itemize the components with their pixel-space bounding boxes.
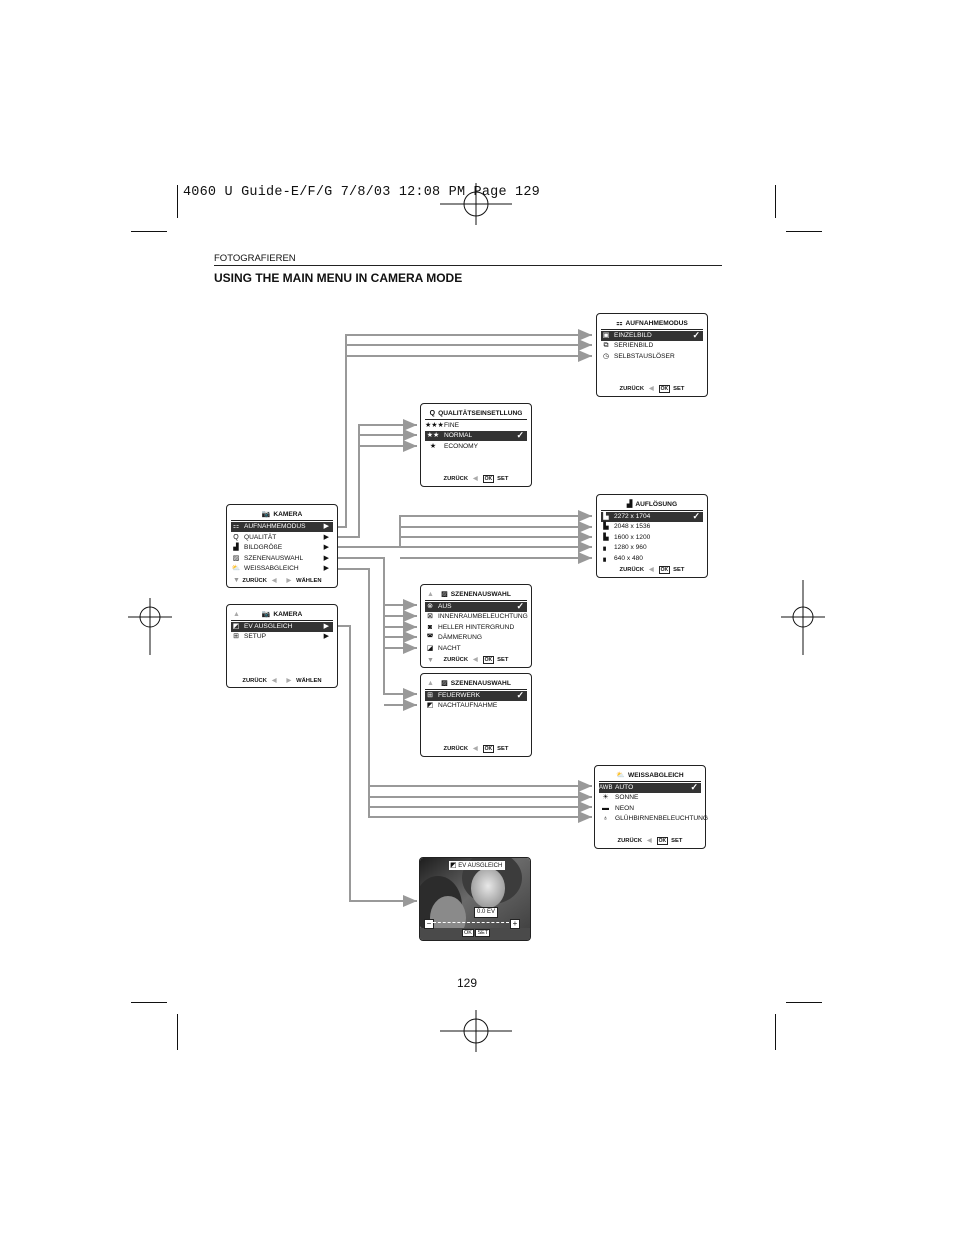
ev-icon: ◩ <box>450 862 457 869</box>
menu-item-ev-ausgleich[interactable]: ◩ EV AUSGLEICH ▶ <box>231 622 333 632</box>
scroll-up-icon: ▲ <box>427 591 434 598</box>
arrow-right-icon: ▶ <box>323 633 329 640</box>
panel-title: WEISSABGLEICH <box>628 772 684 779</box>
scroll-up-icon: ▲ <box>233 611 240 618</box>
night-portrait-icon: ◩ <box>426 702 434 709</box>
arrow-right-icon: ▶ <box>323 523 329 530</box>
fluorescent-icon: ▬ <box>602 805 609 812</box>
option-innenraum[interactable]: ⊠ INNENRAUMBELEUCHTUNG <box>425 612 527 622</box>
option-fine[interactable]: ★★★FINE <box>425 422 460 429</box>
qualitaet-panel <box>420 403 532 487</box>
page-number: 129 <box>457 976 478 990</box>
arrow-right-icon: ▶ <box>323 555 329 562</box>
setup-icon: ⊞ <box>233 633 239 640</box>
option-gluehbirne[interactable]: ♁ GLÜHBIRNENBELEUCHTUNG <box>599 814 701 824</box>
resolution-icon: ▙ <box>603 523 609 530</box>
scroll-down-icon: ▼ <box>427 657 434 664</box>
three-stars-icon: ★★★ <box>425 422 444 429</box>
panel-title: QUALITÄTSEINSETLLUNG <box>438 410 523 417</box>
capture-mode-icon: ⚏ <box>616 320 623 327</box>
resolution-icon: ▙ <box>603 534 609 541</box>
check-icon: ✓ <box>516 430 524 440</box>
fireworks-icon: ⊞ <box>427 692 433 699</box>
check-icon: ✓ <box>692 511 700 521</box>
twilight-icon: ◚ <box>426 634 434 641</box>
aufnahmemodus-panel <box>596 313 708 397</box>
option-auto[interactable]: AWB AUTO ✓ <box>599 783 701 793</box>
ev-icon: ◩ <box>232 623 240 630</box>
option-nachtaufnahme[interactable]: ◩ NACHTAUFNAHME <box>426 702 498 709</box>
resolution-icon: ▖ <box>603 555 609 562</box>
single-shot-icon: ▣ <box>602 332 610 339</box>
arrow-right-icon: ▶ <box>323 623 329 630</box>
page-title: USING THE MAIN MENU IN CAMERA MODE <box>214 271 463 285</box>
camera-icon: 📷 <box>261 511 271 518</box>
arrow-left-icon: ◀ <box>647 838 652 844</box>
panel-title: AUFNAHMEMODUS <box>625 320 688 327</box>
option-640x480[interactable]: ▖ 640 x 480 <box>601 554 703 564</box>
weissabgleich-panel <box>594 765 709 849</box>
quality-icon: Q <box>233 534 239 541</box>
burst-icon: ⧉ <box>603 342 609 349</box>
kamera-menu-panel-2 <box>226 604 338 688</box>
white-balance-icon: ⛅ <box>616 772 626 779</box>
panel-footer: ZURÜCK ◀ ▶ WÄHLEN <box>242 678 322 684</box>
panel-footer: ZURÜCK ◀ OK SET <box>619 386 685 392</box>
szenenauswahl-panel-2 <box>420 673 532 757</box>
panel-title: SZENENAUSWAHL <box>450 591 511 598</box>
panel-footer: ZURÜCK ◀ OK SET <box>443 657 509 663</box>
panel-footer: ZURÜCK ◀ OK SET <box>443 746 509 752</box>
arrow-right-icon: ▶ <box>323 534 329 541</box>
arrow-left-icon: ◀ <box>473 746 478 752</box>
option-feuerwerk[interactable]: ⊞ FEUERWERK ✓ <box>425 691 527 701</box>
section-label: FOTOGRAFIEREN <box>214 253 296 264</box>
option-serienbild[interactable]: ⧉ SERIENBILD <box>601 341 703 351</box>
option-aus[interactable]: ⊗ AUS ✓ <box>425 602 527 612</box>
scene-icon: ▨ <box>441 591 448 598</box>
kamera-menu-panel <box>226 504 338 588</box>
arrow-left-icon: ◀ <box>271 578 277 584</box>
aufloesung-panel <box>596 494 708 578</box>
option-nacht[interactable]: ◪ NACHT <box>426 645 461 652</box>
panel-footer: ZURÜCK ◀ OK SET <box>617 838 683 844</box>
print-header: 4060 U Guide-E/F/G 7/8/03 12:08 PM Page 129 <box>183 185 540 200</box>
panel-footer: ZURÜCK ◀ ▶ WÄHLEN <box>242 578 322 584</box>
option-selbstausloeser[interactable]: ◷ SELBSTAUSLÖSER <box>602 353 675 360</box>
menu-item-aufnahmemodus[interactable]: ⚏ AUFNAHMEMODUS ▶ <box>231 522 333 532</box>
szenenauswahl-panel <box>420 584 532 668</box>
two-stars-icon: ★★ <box>426 432 440 439</box>
arrow-right-icon: ▶ <box>323 544 329 551</box>
scroll-up-icon: ▲ <box>427 680 434 687</box>
panel-title: SZENENAUSWAHL <box>450 680 511 687</box>
arrow-right-icon: ▶ <box>323 565 329 572</box>
check-icon: ✓ <box>692 330 700 340</box>
arrow-left-icon: ◀ <box>473 657 478 663</box>
panel-title: KAMERA <box>273 611 303 618</box>
resolution-icon: ▙ <box>603 513 609 520</box>
camera-icon: 📷 <box>261 611 271 618</box>
option-heller-hintergrund[interactable]: ◙ HELLER HINTERGRUND <box>425 623 527 633</box>
bulb-icon: ♁ <box>602 815 609 822</box>
menu-item-qualitaet[interactable]: Q QUALITÄT ▶ <box>231 533 333 543</box>
ev-preview-screen <box>419 857 531 941</box>
awb-label: AWB <box>599 785 613 791</box>
arrow-left-icon: ◀ <box>649 567 654 573</box>
off-icon: ⊗ <box>427 603 433 610</box>
menu-item-weissabgleich[interactable]: ⛅ WEISSABGLEICH ▶ <box>231 565 329 572</box>
panel-title: KAMERA <box>273 511 303 518</box>
panel-title: AUFLÖSUNG <box>635 501 678 508</box>
option-economy[interactable]: ★ ECONOMY <box>425 442 527 452</box>
panel-footer: ZURÜCK ◀ OK SET <box>443 476 509 482</box>
arrow-right-icon: ▶ <box>286 578 292 584</box>
option-1280x960[interactable]: ▖ 1280 x 960 <box>601 543 703 553</box>
backlight-icon: ◙ <box>427 624 433 631</box>
capture-mode-icon: ⚏ <box>232 523 240 530</box>
menu-item-szenenauswahl[interactable]: ▨ SZENENAUSWAHL ▶ <box>232 555 329 562</box>
arrow-left-icon: ◀ <box>649 386 654 392</box>
indoor-icon: ⊠ <box>427 613 433 620</box>
ev-set-control[interactable]: OK SET <box>464 930 489 936</box>
white-balance-icon: ⛅ <box>231 565 241 572</box>
check-icon: ✓ <box>516 601 524 611</box>
option-2272x1704[interactable]: ▙ 2272 x 1704 ✓ <box>601 512 703 522</box>
ev-decrease-button[interactable]: − <box>424 919 434 929</box>
option-daemmerung[interactable]: ◚ DÄMMERUNG <box>426 634 482 641</box>
ev-slider-track[interactable] <box>433 922 509 923</box>
arrow-right-icon: ▶ <box>286 678 292 684</box>
ev-increase-button[interactable]: + <box>510 919 520 929</box>
resolution-icon: ▟ <box>626 501 633 508</box>
panel-footer: ZURÜCK ◀ OK SET <box>619 567 685 573</box>
menu-item-bildgroesse[interactable]: ▟ BILDGRÖßE ▶ <box>231 543 333 553</box>
option-neon[interactable]: ▬ NEON <box>599 804 701 814</box>
image-size-icon: ▟ <box>233 544 239 551</box>
scroll-down-icon: ▼ <box>233 577 240 584</box>
one-star-icon: ★ <box>429 443 437 450</box>
ev-value: 0.0 EV <box>474 907 498 918</box>
option-normal[interactable]: ★★ NORMAL ✓ <box>425 431 527 441</box>
ev-title: EV AUSGLEICH <box>458 863 503 869</box>
check-icon: ✓ <box>516 690 524 700</box>
option-einzelbild[interactable]: ▣ EINZELBILD ✓ <box>601 331 703 341</box>
check-icon: ✓ <box>690 782 698 792</box>
resolution-icon: ▖ <box>603 544 609 551</box>
self-timer-icon: ◷ <box>602 353 610 360</box>
quality-icon: Q <box>429 410 436 417</box>
option-2048x1536[interactable]: ▙ 2048 x 1536 <box>601 522 703 532</box>
sun-icon: ☀ <box>602 794 609 801</box>
scene-icon: ▨ <box>441 680 448 687</box>
option-1600x1200[interactable]: ▙ 1600 x 1200 <box>601 533 703 543</box>
arrow-left-icon: ◀ <box>473 476 478 482</box>
option-sonne[interactable]: ☀ SONNE <box>599 793 701 803</box>
night-icon: ◪ <box>426 645 434 652</box>
scene-icon: ▨ <box>232 555 240 562</box>
menu-item-setup[interactable]: ⊞ SETUP ▶ <box>231 632 333 642</box>
arrow-left-icon: ◀ <box>271 678 277 684</box>
